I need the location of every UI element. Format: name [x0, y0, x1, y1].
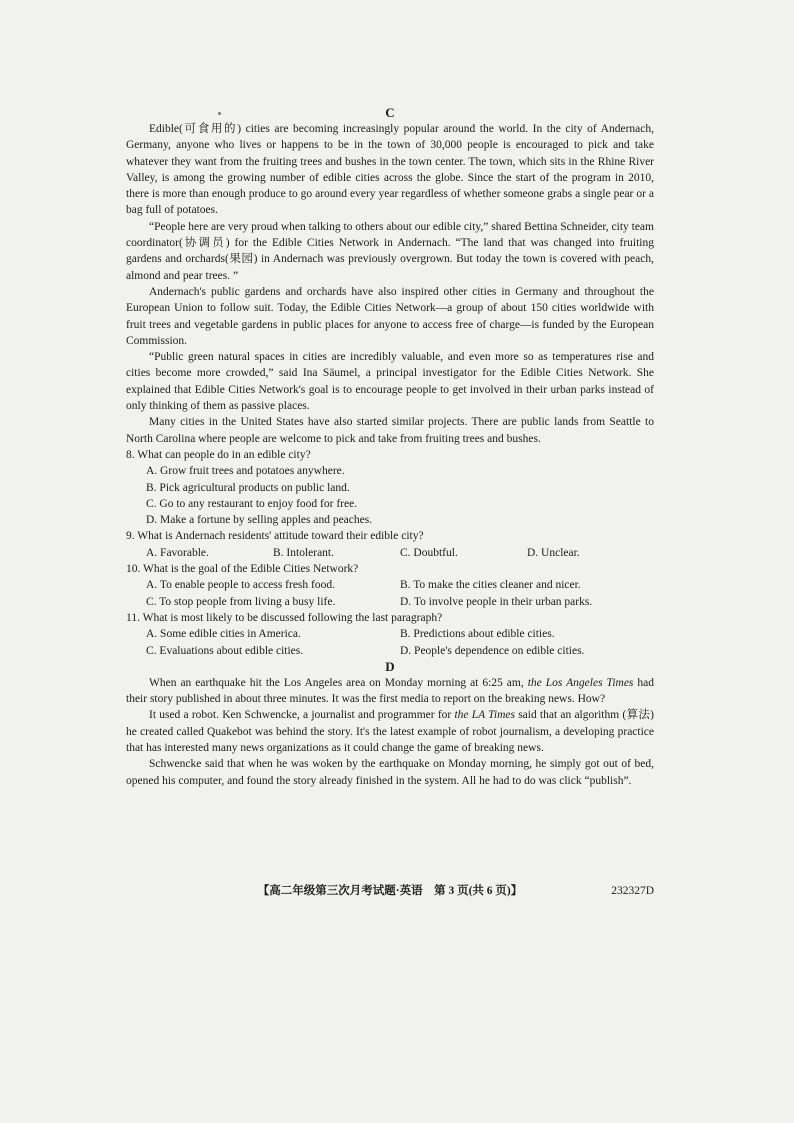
text-run: said that an algorithm (算法) he created called Quakebot was behind the story. It's the latest example of robot journalism, a developing practice that has interested many news organizations as it could change the game of breaking news. — [126, 709, 655, 754]
text-run: It used a robot. Ken Schwencke, a journalist and programmer for — [149, 709, 455, 722]
option-b: B. Intolerant. — [273, 546, 334, 559]
question-options — [126, 545, 654, 561]
option-b: B. Predictions about edible cities. — [400, 628, 555, 641]
question-options — [126, 577, 654, 610]
text-run: had their story published in about three minutes. It was the first media to report on the breaking news. How? — [126, 676, 655, 706]
question-8 — [126, 447, 654, 528]
question-stem: 8. What can people do in an edible city? — [126, 448, 311, 461]
option-b: B. To make the cities cleaner and nicer. — [400, 579, 581, 592]
question-stem: 9. What is Andernach residents' attitude toward their edible city? — [126, 530, 424, 543]
option-c: C. Go to any restaurant to enjoy food for free. — [146, 497, 358, 510]
passage-c-paragraph-3: Andernach's public gardens and orchards have also inspired other cities in Germany and throughout the European Union to follow suit. Today, the Edible Cities Network—a group of about 150 cities worldwide with fruit trees and vegetable gardens in public places for anyone to access free of charge—is funded by the European Commission. — [126, 285, 654, 347]
option-d: D. Make a fortune by selling apples and peaches. — [146, 514, 373, 527]
question-stem: 10. What is the goal of the Edible Cities Network? — [126, 563, 359, 576]
question-10 — [126, 561, 654, 610]
section-c-heading: C — [385, 105, 395, 120]
option-d: D. To involve people in their urban parks. — [400, 595, 593, 608]
question-11 — [126, 610, 654, 659]
option-d: D. Unclear. — [527, 546, 580, 559]
passage-c-paragraph-1: Edible(可食用的) cities are becoming increasingly popular around the world. In the city of Andernach, Germany, anyone who lives or happens to be in the town of 30,000 people is encouraged to pick and take whatever they want from the fruiting trees and bushes in the town center. The town, which sits in the Rhine River Valley, is among the growing number of edible cities across the globe. Since the start of the program in 2010, there is more than enough produce to go around every year regardless of whether someone grabs a single pear or a bag full of potatoes. — [126, 123, 654, 217]
option-c: C. To stop people from living a busy life. — [146, 595, 336, 608]
passage-c-paragraph-5: Many cities in the United States have also started similar projects. There are public lands from Seattle to North Carolina where people are welcome to pick and take from fruiting trees and bushes. — [126, 416, 654, 445]
passage-c-paragraph-4: “Public green natural spaces in cities are incredibly valuable, and even more so as temperatures rise and cities become more crowded,” said Ina Säumel, a principal investigator for the Edible Cities Network. She explained that Edible Cities Network's goal is to encourage people to get involved in their urban parks instead of only thinking of them as passive places. — [126, 351, 654, 413]
question-9 — [126, 528, 654, 561]
question-options — [126, 626, 654, 659]
option-a: A. To enable people to access fresh food. — [146, 579, 335, 592]
newspaper-name: the Los Angeles Times — [527, 676, 634, 689]
passage-d-paragraph-1 — [126, 675, 654, 708]
footer-title: 【高二年级第三次月考试题·英语 第 3 页(共 6 页)】 — [257, 885, 523, 897]
newspaper-name: the LA Times — [454, 709, 515, 722]
option-c: C. Doubtful. — [400, 546, 458, 559]
option-a: A. Favorable. — [146, 546, 209, 559]
page-footer — [126, 882, 654, 900]
passage-d-paragraph-3: Schwencke said that when he was woken by the earthquake on Monday morning, he simply got out of bed, opened his computer, and found the story already finished in the system. All he had to do was click “publish”. — [126, 758, 654, 787]
text-run: When an earthquake hit the Los Angeles area on Monday morning at 6:25 am, — [149, 676, 528, 689]
option-a: A. Grow fruit trees and potatoes anywhere. — [146, 465, 345, 478]
page-content — [126, 105, 654, 789]
passage-d-paragraph-2 — [126, 707, 654, 756]
option-b: B. Pick agricultural products on public land. — [146, 481, 350, 494]
option-c: C. Evaluations about edible cities. — [146, 644, 304, 657]
passage-c-paragraph-2: “People here are very proud when talking to others about our edible city,” shared Bettina Schneider, city team coordinator(协调员) for the Edible Cities Network in Andernach. “The land that was changed into fruiting gardens and orchards(果园) in Andernach was previously overgrown. But today the town is covered with peach, almond and pear trees. ” — [126, 220, 654, 282]
option-a: A. Some edible cities in America. — [146, 628, 301, 641]
question-options — [126, 463, 654, 528]
section-d-heading: D — [385, 658, 395, 674]
footer-code: 232327D — [611, 885, 654, 897]
option-d: D. People's dependence on edible cities. — [400, 644, 585, 657]
question-stem: 11. What is most likely to be discussed following the last paragraph? — [126, 611, 443, 624]
